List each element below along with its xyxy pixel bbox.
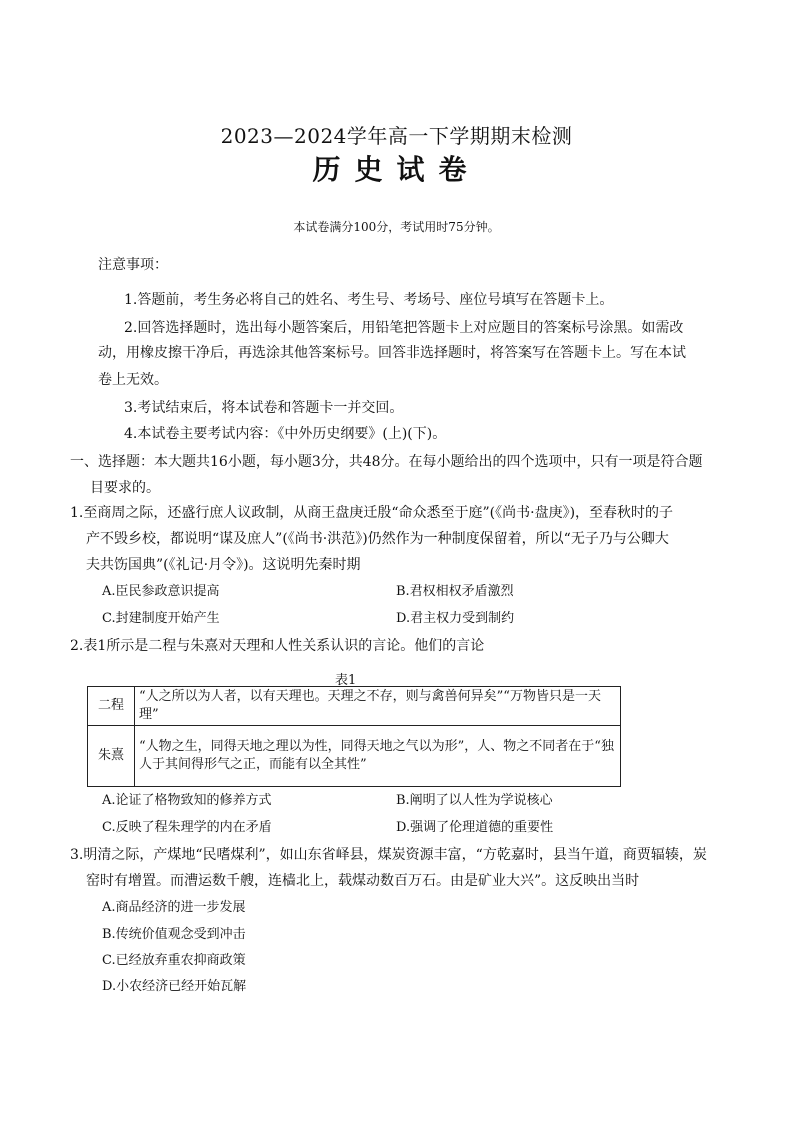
question-1-option-a: A.臣民参政意识提高 (102, 584, 220, 599)
question-2-option-a: A.论证了格物致知的修养方式 (102, 793, 272, 808)
table-row (88, 726, 621, 787)
question-2-option-d: D.强调了伦理道德的重要性 (396, 820, 554, 835)
question-3-stem-line-1: 3.明清之际，产煤地“民嗜煤利”，如山东省峄县，煤炭资源丰富，“方乾嘉时，县当午道，商贾辐辏，炭 (70, 847, 707, 863)
note-item-2-line-2: 动，用橡皮擦干净后，再选涂其他答案标号。回答非选择题时，将答案写在答题卡上。写在本试 (98, 345, 686, 361)
table-row-head: 二程 (88, 687, 135, 726)
question-1-stem-line-1: 1.至商周之际，还盛行庶人议政制，从商王盘庚迁殷“命众悉至于庭”(《尚书·盘庚》)，至春秋时的子 (70, 505, 674, 521)
question-3-option-c: C.已经放弃重农抑商政策 (102, 953, 246, 968)
table-row-head: 朱熹 (88, 726, 135, 787)
subject-title: 历史试卷 (312, 153, 481, 186)
question-2-stem: 2.表1所示是二程与朱熹对天理和人性关系认识的言论。他们的言论 (70, 638, 485, 654)
exam-title: 2023—2024学年高一下学期期末检测 (220, 124, 573, 148)
quote-table (87, 686, 621, 787)
table-row-text: “人物之生，同得天地之理以为性，同得天地之气以为形”，人、物之不同者在于“独人于其间得形气之正，而能有以全其性” (135, 726, 621, 787)
section-1-heading-line-2: 目要求的。 (90, 480, 160, 496)
question-3-stem-line-2: 窑时有增置。而漕运数千艘，连樯北上，载煤动数百万石。由是矿业大兴”。这反映出当时 (86, 873, 640, 889)
note-item-2-line-3: 卷上无效。 (98, 372, 168, 388)
section-1-heading-line-1: 一、选择题：本大题共16小题，每小题3分，共48分。在每小题给出的四个选项中，只有一项是符合题 (70, 454, 703, 470)
table-row (88, 687, 621, 726)
question-3-option-b: B.传统价值观念受到冲击 (102, 927, 246, 942)
note-item-3: 3.考试结束后，将本试卷和答题卡一并交回。 (124, 400, 404, 416)
question-1-option-b: B.君权相权矛盾激烈 (396, 584, 514, 599)
note-item-1: 1.答题前，考生务必将自己的姓名、考生号、考场号、座位号填写在答题卡上。 (124, 292, 614, 308)
question-2-option-c: C.反映了程朱理学的内在矛盾 (102, 820, 272, 835)
table-row-text: “人之所以为人者，以有天理也。天理之不存，则与禽兽何异矣”“万物皆只是一天理” (135, 687, 621, 726)
exam-meta: 本试卷满分100分，考试用时75分钟。 (293, 220, 500, 234)
note-item-4: 4.本试卷主要考试内容：《中外历史纲要》(上)(下)。 (124, 426, 447, 442)
table-caption: 表1 (335, 673, 357, 688)
note-item-2-line-1: 2.回答选择题时，选出每小题答案后，用铅笔把答题卡上对应题目的答案标号涂黑。如需改 (124, 320, 684, 336)
question-1-option-d: D.君主权力受到制约 (396, 611, 515, 626)
question-1-stem-line-2: 产不毁乡校，都说明“谋及庶人”(《尚书·洪范》)仍然作为一种制度保留着，所以“无子乃与公卿大 (86, 531, 669, 547)
question-3-option-d: D.小农经济已经开始瓦解 (102, 979, 247, 994)
question-2-option-b: B.阐明了以人性为学说核心 (396, 793, 553, 808)
notes-heading: 注意事项： (98, 257, 168, 273)
question-1-stem-line-3: 夫共饬国典”(《礼记·月令》)。这说明先秦时期 (86, 557, 361, 573)
question-1-option-c: C.封建制度开始产生 (102, 611, 220, 626)
question-3-option-a: A.商品经济的进一步发展 (102, 900, 246, 915)
